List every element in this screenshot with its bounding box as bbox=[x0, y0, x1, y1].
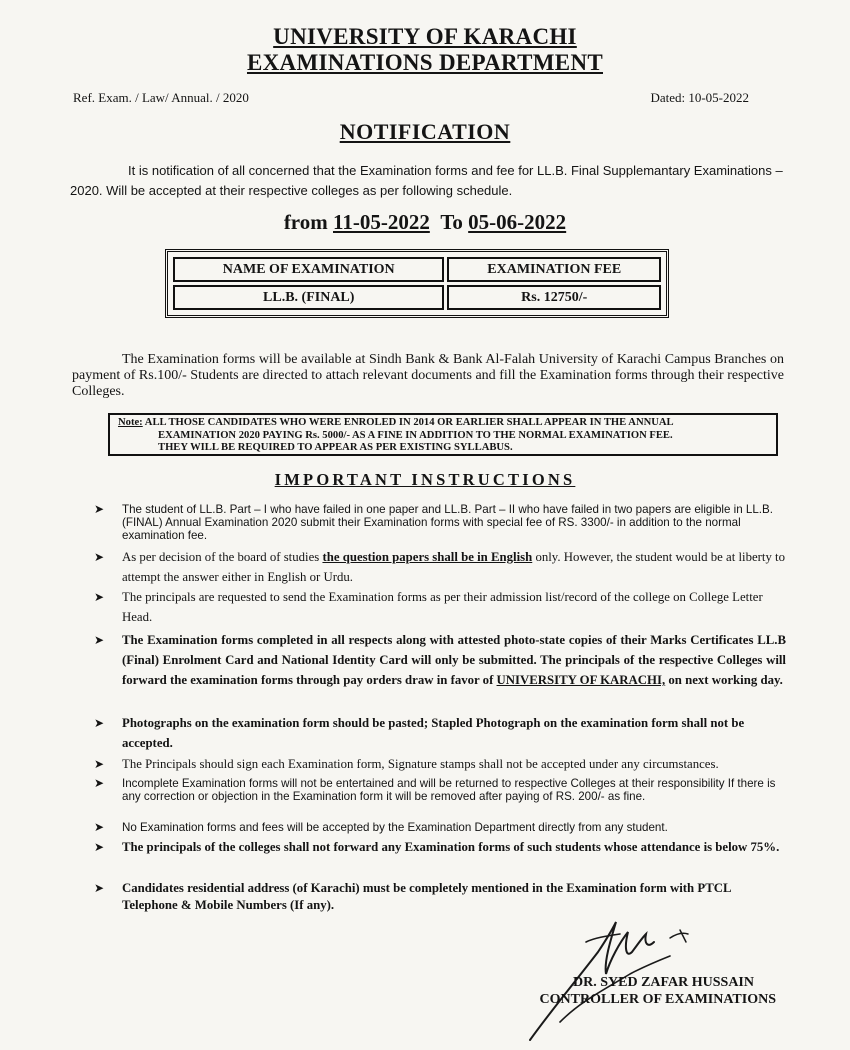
intro-text: It is notification of all concerned that the Examination forms and fee for LL.B. Final Supplemantary Examinations – 2020. Will be accepted at their respective colleges as per following schedule. bbox=[70, 163, 783, 198]
instruction-item bbox=[94, 880, 786, 914]
fee-table-header-row bbox=[173, 257, 661, 282]
to-date: 05-06-2022 bbox=[468, 210, 567, 234]
instructions-title: IMPORTANT INSTRUCTIONS bbox=[274, 470, 576, 489]
instruction-text: The principals are requested to send the Examination forms as per their admission list/record of the college on College Letter Head. bbox=[122, 590, 763, 624]
arrowhead-bullet-icon: ➤ bbox=[94, 820, 105, 834]
intro-paragraph bbox=[70, 161, 790, 201]
instruction-text: Photographs on the examination form should be pasted; Stapled Photograph on the examination form shall not be accepted. bbox=[122, 716, 745, 750]
signatory-title: CONTROLLER OF EXAMINATIONS bbox=[539, 992, 776, 1007]
instruction-item bbox=[94, 754, 786, 774]
note-line: EXAMINATION 2020 PAYING Rs. 5000/- AS A FINE IN ADDITION TO THE NORMAL EXAMINATION FEE. bbox=[158, 429, 673, 441]
notification-title: NOTIFICATION bbox=[339, 119, 511, 144]
arrowhead-bullet-icon: ➤ bbox=[94, 840, 105, 854]
availability-paragraph bbox=[72, 352, 784, 400]
instruction-item bbox=[94, 587, 786, 627]
fee-table-header: EXAMINATION FEE bbox=[447, 257, 661, 282]
instruction-item bbox=[94, 713, 786, 753]
instruction-text: No Examination forms and fees will be accepted by the Examination Department directly from any student. bbox=[122, 821, 668, 834]
to-label: To bbox=[440, 210, 463, 234]
reference-number: Ref. Exam. / Law/ Annual. / 2020 bbox=[73, 90, 249, 105]
schedule-dates bbox=[0, 210, 850, 235]
instruction-emphasis: UNIVERSITY OF KARACHI, bbox=[496, 673, 666, 687]
note-label: Note: bbox=[118, 417, 143, 428]
instruction-item bbox=[94, 837, 786, 857]
instruction-text: The Principals should sign each Examination form, Signature stamps shall not be accepted under any circumstances. bbox=[122, 757, 719, 771]
signatory-name: DR. SYED ZAFAR HUSSAIN bbox=[573, 975, 754, 990]
arrowhead-bullet-icon: ➤ bbox=[94, 633, 105, 647]
instruction-item bbox=[94, 776, 786, 803]
instruction-text: on next working day. bbox=[665, 673, 783, 687]
instruction-text: only. However, the student would be at liberty to attempt the answer either in English or Urdu. bbox=[122, 550, 786, 584]
instruction-text: Candidates residential address (of Karachi) must be completely mentioned in the Examination form with PTCL Telephone & Mobile Numbers (If any). bbox=[122, 881, 731, 912]
note-box bbox=[108, 413, 778, 456]
date-issued: Dated: 10-05-2022 bbox=[650, 90, 749, 105]
fee-table-cell: LL.B. (FINAL) bbox=[173, 285, 444, 310]
from-date: 11-05-2022 bbox=[333, 210, 430, 234]
instruction-item bbox=[94, 502, 786, 542]
university-name: UNIVERSITY OF KARACHI bbox=[273, 24, 577, 49]
availability-text: The Examination forms will be available at Sindh Bank & Bank Al-Falah University of Karachi Campus Branches on payment of Rs.100/- Students are directed to attach relevant documents and fill the Examination forms through their respective Colleges. bbox=[72, 352, 784, 399]
fee-table bbox=[165, 249, 669, 318]
fee-table-header: NAME OF EXAMINATION bbox=[173, 257, 444, 282]
instruction-item bbox=[94, 820, 786, 834]
department-name: EXAMINATIONS DEPARTMENT bbox=[246, 50, 603, 75]
note-line: THEY WILL BE REQUIRED TO APPEAR AS PER EXISTING SYLLABUS. bbox=[158, 442, 513, 454]
instruction-text: The Examination forms completed in all respects along with attested photo-state copies of their Marks Certificates LL.B (Final) Enrolment Card and National Identity Card will only be submitted. The principals of the respective Colleges will forward the examination forms through pay orders draw in favor of bbox=[122, 633, 786, 687]
fee-table-row bbox=[173, 285, 661, 310]
instruction-item bbox=[94, 630, 786, 690]
instruction-text: The student of LL.B. Part – I who have failed in one paper and LL.B. Part – II who have failed in two papers are eligible in LL.B. (FINAL) Annual Examination 2020 submit their Examination forms with special fee of RS. 3300/- in addition to the normal examination fee. bbox=[122, 503, 773, 542]
fee-table-cell: Rs. 12750/- bbox=[447, 285, 661, 310]
arrowhead-bullet-icon: ➤ bbox=[94, 757, 105, 771]
note-line: ALL THOSE CANDIDATES WHO WERE ENROLED IN 2014 OR EARLIER SHALL APPEAR IN THE ANNUAL bbox=[144, 417, 674, 428]
instruction-text: As per decision of the board of studies bbox=[122, 550, 323, 564]
arrowhead-bullet-icon: ➤ bbox=[94, 590, 105, 604]
arrowhead-bullet-icon: ➤ bbox=[94, 716, 105, 730]
arrowhead-bullet-icon: ➤ bbox=[94, 550, 105, 564]
instruction-item bbox=[94, 547, 786, 587]
instruction-emphasis: the question papers shall be in English bbox=[322, 550, 533, 564]
arrowhead-bullet-icon: ➤ bbox=[94, 776, 105, 790]
arrowhead-bullet-icon: ➤ bbox=[94, 502, 105, 516]
instruction-text: The principals of the colleges shall not forward any Examination forms of such students whose attendance is below 75%. bbox=[122, 840, 780, 854]
arrowhead-bullet-icon: ➤ bbox=[94, 881, 105, 895]
instruction-text: Incomplete Examination forms will not be entertained and will be returned to respective Colleges at their responsibility If there is any correction or objection in the Examination form it will be removed after paying of RS. 200/- as fine. bbox=[122, 777, 776, 803]
from-label: from bbox=[283, 210, 328, 234]
